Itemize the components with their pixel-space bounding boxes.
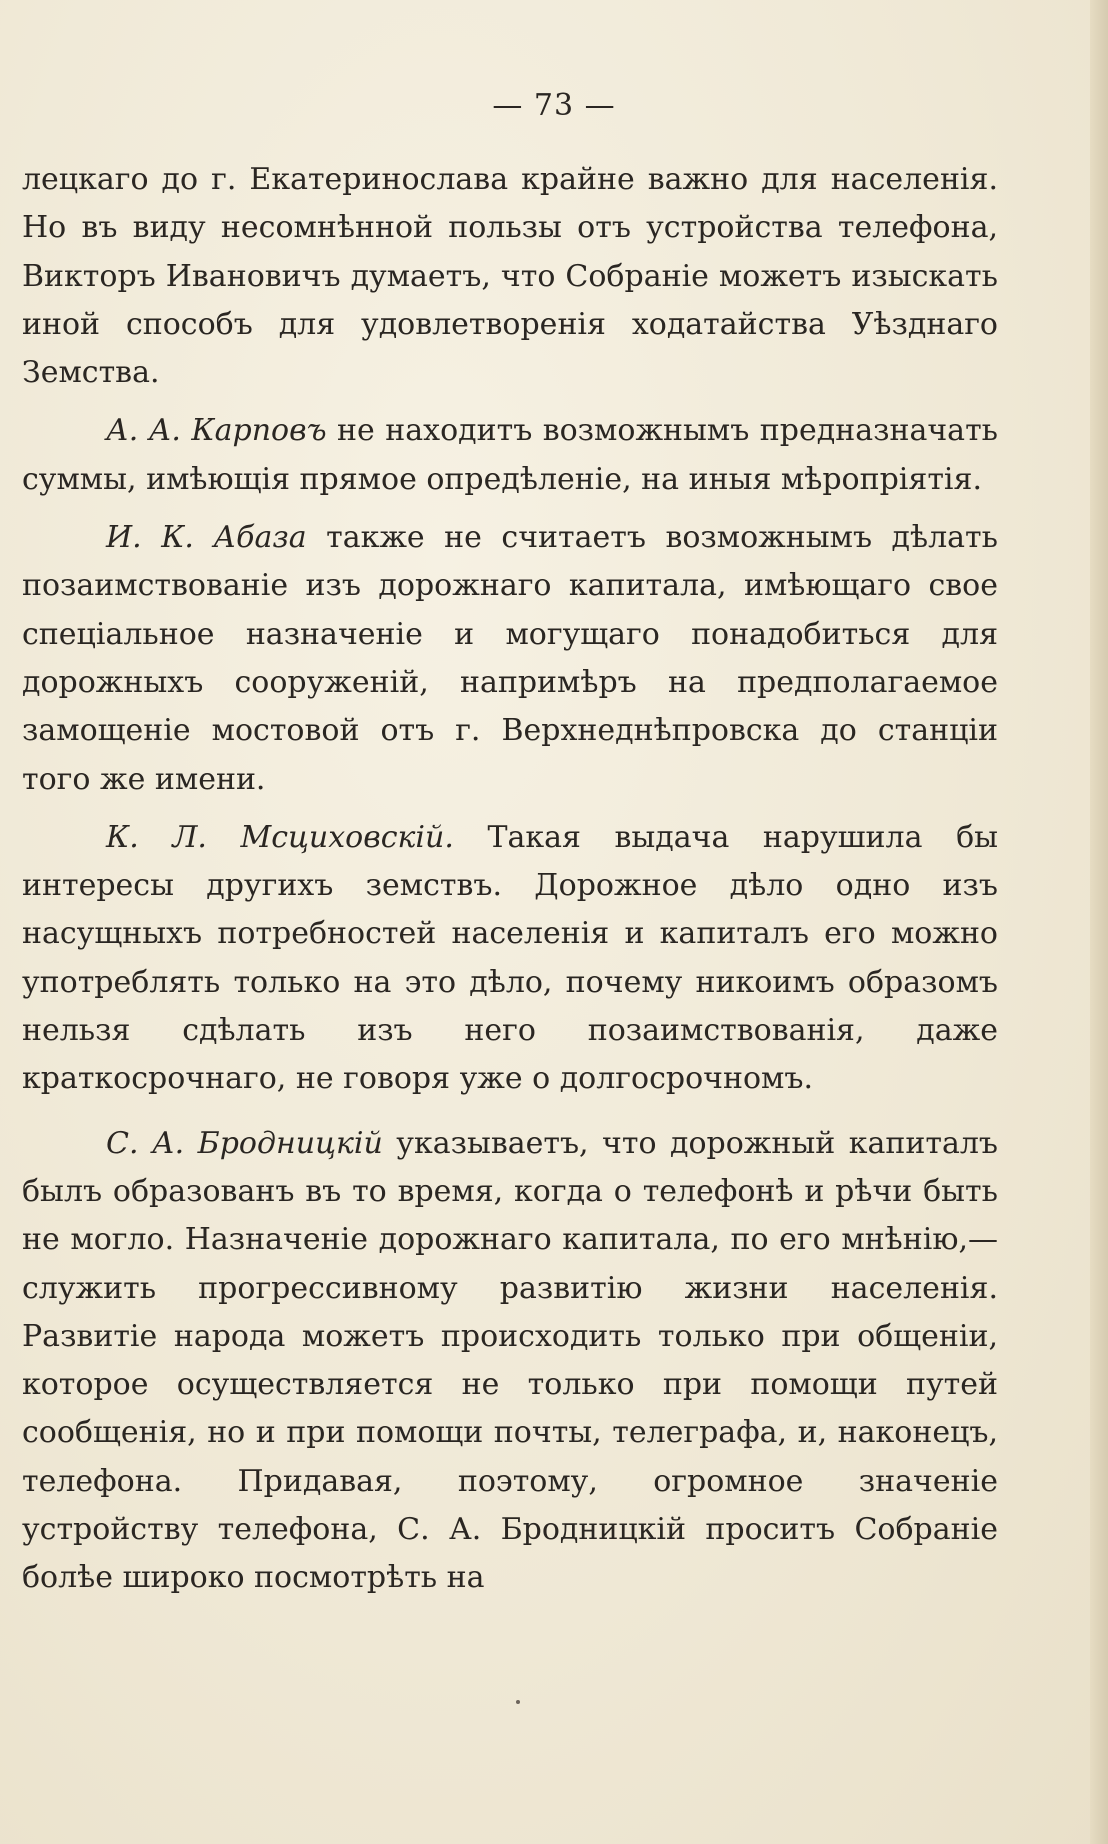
ink-speck <box>516 1700 520 1704</box>
paragraph-4-text: Такая выдача нарушила бы интересы другихъ земствъ. Дорожное дѣло одно изъ насущныхъ потребностей населенія и капиталъ его можно употреблять только на это дѣло, почему никоимъ образомъ нельзя сдѣлать изъ него позаимствованія, даже краткосрочнаго, не говоря уже о долгосрочномъ. <box>22 819 999 1097</box>
paragraph-3-text: также не считаетъ возможнымъ дѣлать позаимствованіе изъ дорожнаго капитала, имѣющаго свое спеціальное назначеніе и могущаго понадобиться для дорожныхъ сооруженій, напримѣръ на предполагаемое замощеніе мостовой отъ г. Верхнеднѣпровска до станціи того же имени. <box>22 520 998 797</box>
body-text <box>22 156 998 1603</box>
speaker-name: И. К. Абаза <box>106 520 307 556</box>
speaker-name: А. А. Карповъ <box>106 413 327 449</box>
paragraph-1 <box>22 156 998 397</box>
paragraph-3 <box>22 514 998 804</box>
paragraph-1-text: лецкаго до г. Екатеринослава крайне важно для населенія. Но въ виду несомнѣнной пользы отъ устройства телефона, Викторъ Ивановичъ думаетъ, что Собраніе можетъ изыскать иной способъ для удовлетворенія ходатайства Уѣзднаго Земства. <box>22 162 998 391</box>
paragraph-2 <box>22 407 998 504</box>
paragraph-4 <box>22 814 998 1104</box>
speaker-name: С. А. Бродницкій <box>106 1125 383 1161</box>
page-edge-shadow <box>1090 0 1108 1844</box>
paragraph-5 <box>22 1120 998 1603</box>
page-number: — 73 — <box>492 88 616 123</box>
speaker-name: К. Л. Мсциховскій. <box>106 819 454 855</box>
paragraph-5-text: указываетъ, что дорожный капиталъ былъ образованъ въ то время, когда о телефонѣ и рѣчи быть не могло. Назначеніе дорожнаго капитала, по его мнѣнію,—служить прогрессивному развитію жизни населенія. Развитіе народа можетъ происходить только при общеніи, которое осуществляется не только при помощи путей сообщенія, но и при помощи почты, телеграфа, и, наконецъ, телефона. Придавая, поэтому, огромное значеніе устройству телефона, С. А. Бродницкій проситъ Собраніе болѣе широко посмотрѣть на <box>22 1125 998 1596</box>
paragraph-2-text: не находитъ возможнымъ предназначать суммы, имѣющія прямое опредѣленіе, на иныя мѣропріятія. <box>22 413 998 497</box>
